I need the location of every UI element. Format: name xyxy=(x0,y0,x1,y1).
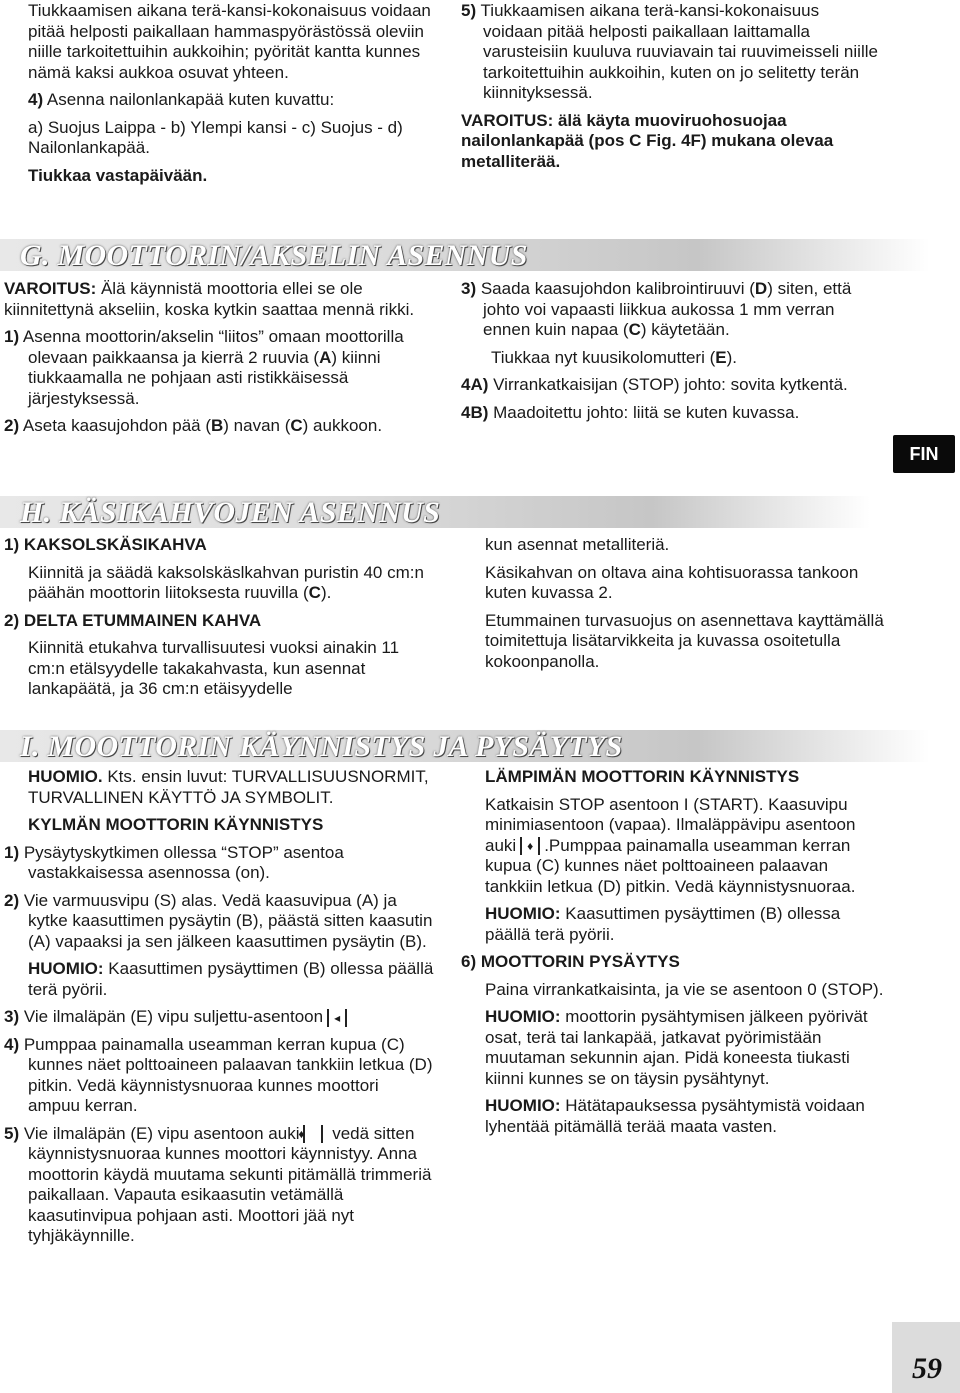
step-number: 1) xyxy=(4,327,20,346)
step-text: Aseta kaasujohdon pää ( xyxy=(19,416,211,435)
section-g-left xyxy=(4,279,434,444)
label-c: C xyxy=(628,320,641,339)
choke-open-icon: ♦ xyxy=(520,837,540,855)
step xyxy=(4,1035,434,1117)
section-h-left xyxy=(4,535,434,707)
section-g-banner xyxy=(0,239,930,271)
page-number: 59 xyxy=(912,1351,942,1385)
subheading: LÄMPIMÄN MOOTTORIN KÄYNNISTYS xyxy=(485,767,800,786)
step-text: Pysäytyskytkimen ollessa “STOP” asentoa vastakkaisessa asennossa (on). xyxy=(19,842,344,882)
step xyxy=(4,891,434,953)
step-number: 4A) xyxy=(461,375,489,394)
paragraph: Etummainen turvasuojus on asennettava kayttämällä toimitettuja lisätarvikkeita ja kuvassa osoitetulla kokoonpanolla. xyxy=(485,610,884,671)
paragraph-text: ). xyxy=(320,583,332,602)
step xyxy=(4,416,434,437)
note-label: HUOMIO: xyxy=(485,904,561,923)
step-number: 2) xyxy=(4,416,20,435)
warning-label: VAROITUS: xyxy=(4,279,97,298)
subheading: KYLMÄN MOOTTORIN KÄYNNISTYS xyxy=(28,815,324,834)
paragraph: Käsikahvan on oltava aina kohtisuorassa tankoon kuten kuvassa 2. xyxy=(485,562,859,602)
step-number: 5) xyxy=(4,1123,20,1143)
subheading: 1) KAKSOLSKÄSIKAHVA xyxy=(4,535,207,554)
step-number: 2) xyxy=(4,890,20,910)
label-c: C xyxy=(308,583,321,602)
choke-closed-icon: ◂ xyxy=(327,1009,347,1027)
step-number: 4) xyxy=(28,90,44,109)
paragraph xyxy=(461,1,881,104)
step-text: ) siten, että johto voi vapaasti liikkua aukossa 1 mm verran ennen kuin napaa ( xyxy=(483,279,852,339)
note xyxy=(4,959,434,1000)
subheading: 6) MOOTTORIN PYSÄYTYS xyxy=(461,952,680,971)
note-label: HUOMIO. xyxy=(28,767,103,786)
section-i-right xyxy=(461,767,886,1144)
step-text: Vie varmuusvipu (S) alas. Vedä kaasuvipua (A) ja kytke kaasuttimen pysäytin (B), päästä sitten kaasutin (A) vapaaksi ja sen jälkeen kaasuttimen pysäytin (B). xyxy=(19,890,433,951)
language-badge: FIN xyxy=(893,435,955,473)
step-text: Pumppaa painamalla useamman kerran kupua (C) kunnes näet polttoaineen palaavan tankkiin letkua (D) pitkin. Vedä käynnistysnuoraa kunnes moottori ampuu kerran. xyxy=(19,1034,433,1115)
note-text: Kts. ensin luvut: TURVALLISUUSNORMIT, TURVALLINEN KÄYTTÖ JA SYMBOLIT. xyxy=(28,767,429,807)
step-text: Vie ilmaläpän (E) vipu suljettu-asentoon xyxy=(19,1007,324,1026)
paragraph-text: Katkaisin STOP asentoon I (START). Kaasuvipu minimiasentoon (vapaa). Ilmaläppävipu asentoon auki xyxy=(485,794,856,855)
step-text: Tiukkaa nyt kuusikolomutteri ( xyxy=(491,347,716,367)
warning: VAROITUS: älä käyta muoviruohosuojaa nailonlankapää (pos C Fig. 4F) mukana olevaa metalliterää. xyxy=(461,110,834,171)
step-text: Maadoitettu johto: liitä se kuten kuvassa. xyxy=(488,402,800,422)
paragraph: kun asennat metalliteriä. xyxy=(485,535,670,554)
step xyxy=(461,375,881,396)
section-i-banner xyxy=(0,730,930,762)
step-number: 3) xyxy=(4,1007,20,1026)
step xyxy=(4,1007,434,1028)
paragraph-text: Kiinnitä ja säädä kaksolskäslkahvan puristin 40 cm:n päähän moottorin liitoksesta ruuvilla ( xyxy=(28,562,424,602)
step-text: Saada kaasujohdon kalibrointiruuvi ( xyxy=(476,279,755,298)
step xyxy=(461,279,881,341)
warning xyxy=(4,279,434,320)
note-text: Kaasuttimen pysäyttimen (B) ollessa päällä terä pyörii. xyxy=(28,959,434,999)
paragraph: Tiukkaamisen aikana terä-kansi-kokonaisuus voidaan pitää helposti paikallaan hammaspyörästössä oleviin niille tarkoitettuihin aukkoihin; pyörität kantta kunnes nämä kaksi aukkoa osuvat yhteen. xyxy=(28,1,431,82)
paragraph-text: Tiukkaamisen aikana terä-kansi-kokonaisuus voidaan pitää helposti paikallaan laittamalla varusteisiin kuuluva ruuviavain tai ruuvimeisseli niille tarkoitettuihin aukkoihin, kuten on jo selitetty terän kiinnityksessä. xyxy=(476,1,878,102)
warning-text: Älä käynnistä moottoria ellei se ole kiinnitettynä akseliin, koska kytkin saattaa mennä rikki. xyxy=(4,279,415,319)
step-text: ) aukkoon. xyxy=(302,416,383,435)
step-text: Virrankatkaisijan (STOP) johto: sovita kytkentä. xyxy=(488,375,848,394)
note xyxy=(461,1096,886,1137)
step-number: 4) xyxy=(4,1034,20,1054)
step-text: ) navan ( xyxy=(223,416,291,435)
step-number: 5) xyxy=(461,1,477,20)
step-number: 1) xyxy=(4,842,20,862)
note-text: Kaasuttimen pysäyttimen (B) ollessa päällä terä pyörii. xyxy=(485,904,841,944)
section-g-title: G. MOOTTORIN/AKSELIN ASENNUS xyxy=(20,239,528,272)
step-text: Vie ilmaläpän (E) vipu asentoon auki xyxy=(19,1123,300,1143)
step-text: ) kiinni tiukkaamalla ne pohjaan asti ristikkäisessä järjestyksessä. xyxy=(28,347,381,408)
note-label: HUOMIO: xyxy=(28,959,104,978)
note xyxy=(461,904,886,945)
label-c: C xyxy=(290,416,303,435)
section-h-title: H. KÄSIKAHVOJEN ASENNUS xyxy=(20,496,441,529)
page-number-box xyxy=(892,1322,960,1393)
note-text: moottorin pysähtymisen jälkeen pyörivät osat, terä tai lankapää, jatkavat pyörimistään muutaman sekunnin ajan. Pidä koneesta tiukasti kiinni kunnes se on täysin pysähtynyt. xyxy=(485,1007,868,1088)
note-label: HUOMIO: xyxy=(485,1096,561,1115)
paragraph-text: Asenna nailonlankapää kuten kuvattu: xyxy=(43,90,335,109)
step xyxy=(461,348,881,369)
top-right-column xyxy=(461,1,881,179)
paragraph-text: .Pumppaa painamalla useamman kerran kupua (C) kunnes näet polttoaineen palaavan tankkiin letkua (D) pitkin. Vedä käynnistysnuoraa. xyxy=(485,835,856,896)
paragraph xyxy=(28,90,433,111)
step-number: 4B) xyxy=(461,402,489,422)
step-text: ). xyxy=(726,347,737,367)
label-a: A xyxy=(319,347,332,367)
step-number: 3) xyxy=(461,279,477,298)
step xyxy=(4,327,434,409)
paragraph xyxy=(4,563,434,604)
section-g-right xyxy=(461,279,881,430)
section-h-banner xyxy=(0,496,870,528)
section-h-right xyxy=(485,535,885,679)
top-left-column xyxy=(28,1,433,193)
step-text: Asenna moottorin/akselin “liitos” omaan moottorilla olevaan paikkaansa ja kierrä 2 ruuvia ( xyxy=(19,327,404,367)
paragraph: Tiukkaa vastapäivään. xyxy=(28,165,208,185)
label-e: E xyxy=(715,347,727,367)
paragraph xyxy=(461,795,886,898)
label-b: B xyxy=(211,416,224,435)
note-label: HUOMIO: xyxy=(485,1007,561,1026)
step xyxy=(4,1124,434,1247)
section-i-title: I. MOOTTORIN KÄYNNISTYS JA PYSÄYTYS xyxy=(20,730,623,763)
step-text: vedä sitten käynnistysnuoraa kunnes moottori käynnistyy. Anna moottorin käydä muutama sekunti pitämällä trimmeriä paikallaan. Vapauta esikaasutin vetämällä kaasutinvipua pohjaan asti. Moottori jää nyt tyhjäkäynnille. xyxy=(28,1123,432,1245)
step xyxy=(461,403,881,424)
paragraph: Kiinnitä etukahva turvallisuutesi vuoksi ainakin 11 cm:n etälsyydelle takakahvasta, kun asennat lankapäätä, ja 36 cm:n etäisyydelle xyxy=(28,638,400,698)
step xyxy=(4,843,434,884)
paragraph: Paina virrankatkaisinta, ja vie se asentoon 0 (STOP). xyxy=(485,979,884,999)
paragraph: a) Suojus Laippa - b) Ylempi kansi - c) Suojus - d) Nailonlankapää. xyxy=(28,117,403,157)
choke-open-icon: ♦ xyxy=(303,1125,323,1143)
section-i-left xyxy=(4,767,434,1254)
note xyxy=(4,767,434,808)
note xyxy=(461,1007,886,1089)
note-text: Hätätapauksessa pysähtymistä voidaan lyhentää pitämällä terää maata vasten. xyxy=(485,1096,865,1136)
step-text: ) käytetään. xyxy=(640,320,730,339)
subheading: 2) DELTA ETUMMAINEN KAHVA xyxy=(4,610,262,630)
label-d: D xyxy=(754,279,768,298)
